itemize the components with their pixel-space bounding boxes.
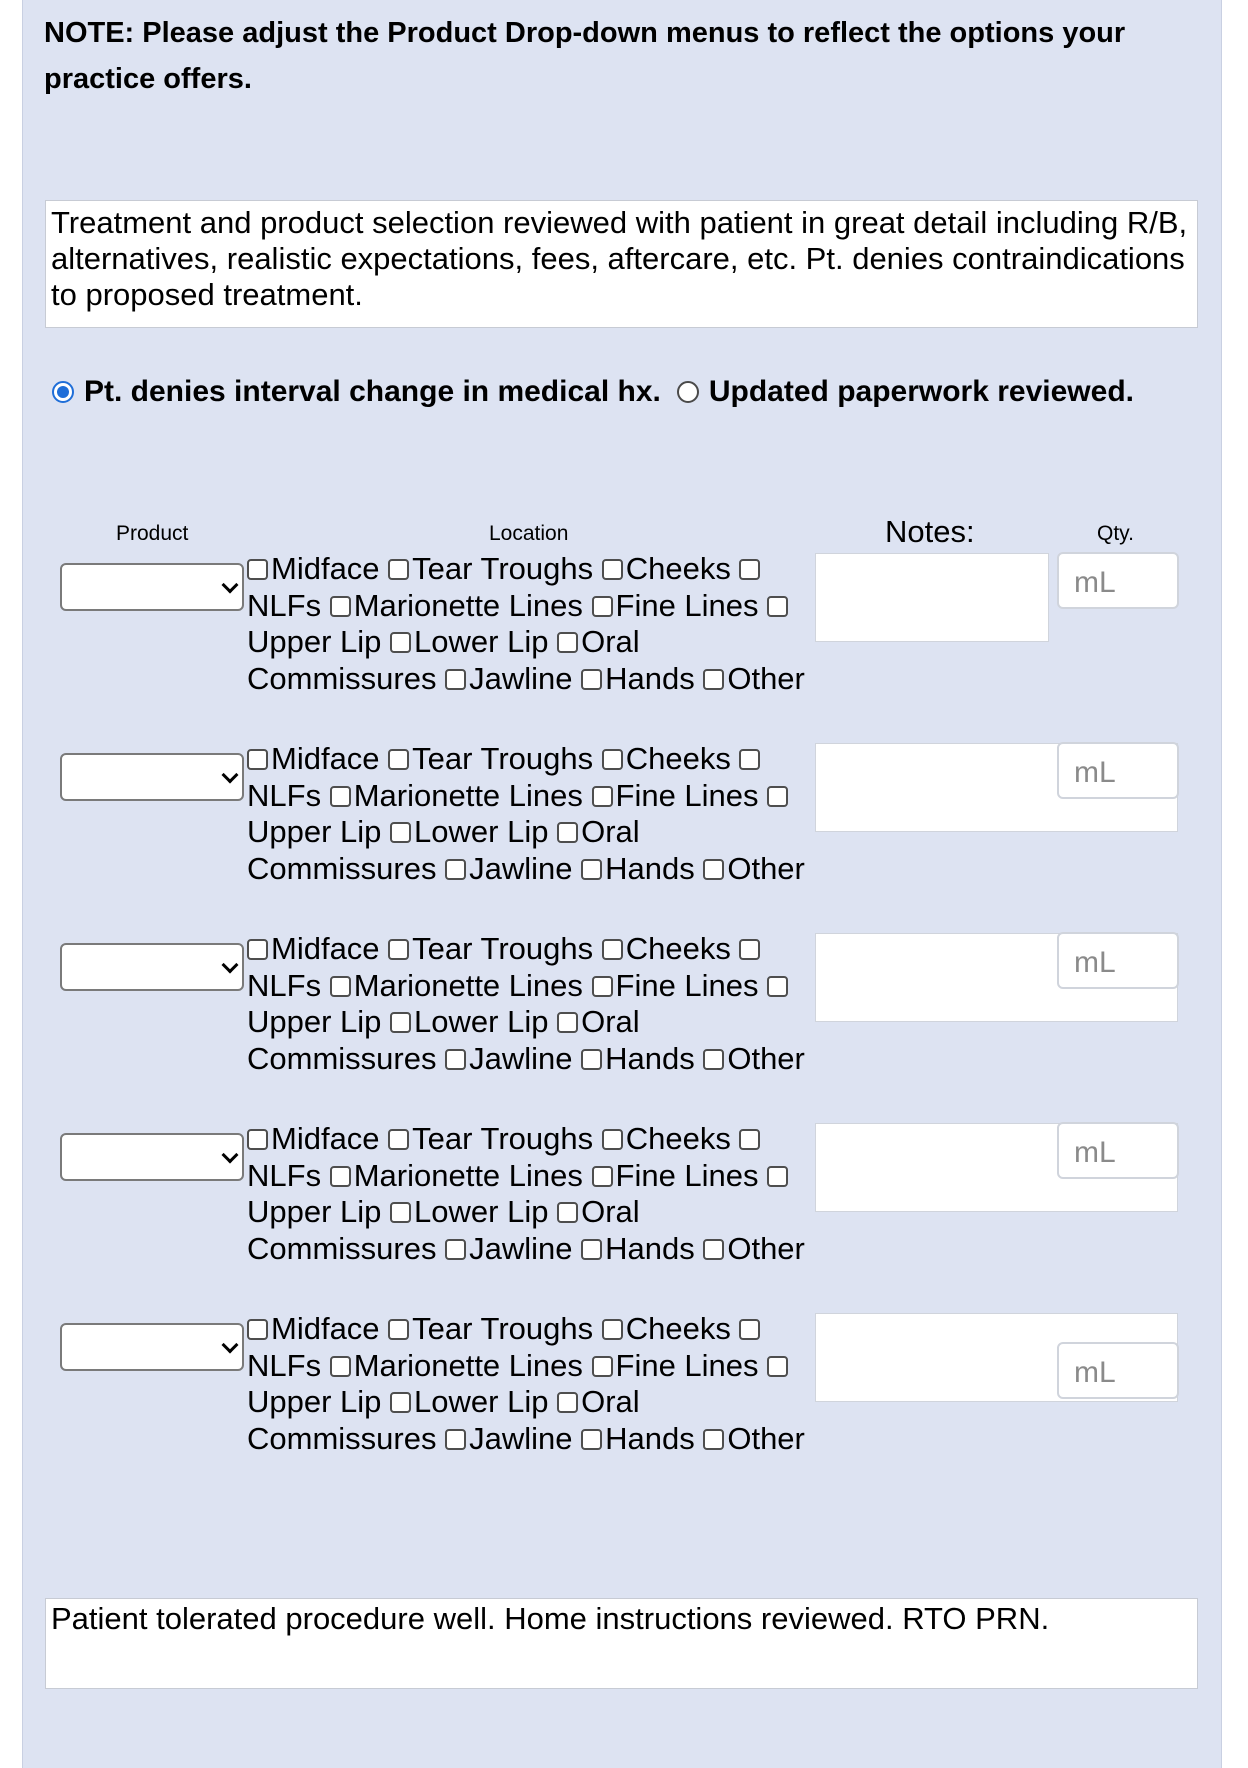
- location-checkbox[interactable]: [703, 1429, 724, 1450]
- location-label: Marionette Lines: [353, 1347, 583, 1383]
- location-label: Other: [727, 1230, 805, 1266]
- location-label: Lower Lip: [414, 1384, 549, 1419]
- location-label: Other: [727, 660, 805, 696]
- location-checkbox[interactable]: [390, 1202, 411, 1223]
- location-label: Oral Commissures: [247, 814, 640, 886]
- location-checkbox[interactable]: [703, 1239, 724, 1260]
- location-checkbox[interactable]: [388, 939, 409, 960]
- location-checkbox[interactable]: [330, 976, 351, 997]
- location-label: Hands: [605, 660, 695, 696]
- product-select[interactable]: [60, 1323, 244, 1371]
- location-checkbox[interactable]: [739, 559, 760, 580]
- qty-input[interactable]: mL: [1057, 1122, 1179, 1179]
- location-checkbox[interactable]: [739, 1319, 760, 1340]
- location-label: Jawline: [469, 1040, 573, 1076]
- location-label: Cheeks: [625, 741, 731, 776]
- location-label: Jawline: [469, 1230, 573, 1266]
- location-checkbox-group: [247, 741, 817, 887]
- location-checkbox[interactable]: [390, 822, 411, 843]
- location-checkbox[interactable]: [557, 1202, 578, 1223]
- location-checkbox[interactable]: [602, 939, 623, 960]
- location-checkbox[interactable]: [247, 749, 268, 770]
- location-checkbox[interactable]: [247, 1129, 268, 1150]
- location-label: Upper Lip: [247, 1384, 382, 1419]
- product-select[interactable]: [60, 563, 244, 611]
- location-label: Lower Lip: [414, 1004, 549, 1039]
- location-checkbox[interactable]: [445, 1239, 466, 1260]
- location-checkbox[interactable]: [767, 1356, 788, 1377]
- radio-updated-paperwork[interactable]: [677, 381, 699, 403]
- location-checkbox-group: [247, 551, 817, 697]
- location-checkbox[interactable]: [390, 1392, 411, 1413]
- qty-input[interactable]: mL: [1057, 1342, 1179, 1399]
- location-label: Midface: [271, 1121, 380, 1156]
- location-checkbox[interactable]: [330, 596, 351, 617]
- location-checkbox[interactable]: [703, 859, 724, 880]
- location-checkbox[interactable]: [767, 976, 788, 997]
- location-label: Midface: [271, 741, 380, 776]
- location-label: Lower Lip: [414, 814, 549, 849]
- location-checkbox[interactable]: [557, 632, 578, 653]
- location-label: Oral Commissures: [247, 1004, 640, 1076]
- location-checkbox[interactable]: [390, 632, 411, 653]
- qty-input[interactable]: mL: [1057, 742, 1179, 799]
- location-label: Upper Lip: [247, 1004, 382, 1039]
- location-checkbox[interactable]: [581, 1429, 602, 1450]
- location-checkbox[interactable]: [602, 1319, 623, 1340]
- location-checkbox[interactable]: [581, 859, 602, 880]
- location-checkbox-group: [247, 1121, 817, 1267]
- location-checkbox[interactable]: [602, 749, 623, 770]
- location-checkbox[interactable]: [592, 596, 613, 617]
- instruction-note: NOTE: Please adjust the Product Drop-down menus to reflect the options your practice offers.: [44, 17, 1126, 95]
- location-checkbox[interactable]: [592, 1356, 613, 1377]
- location-label: Oral Commissures: [247, 624, 640, 696]
- location-checkbox[interactable]: [592, 786, 613, 807]
- location-checkbox[interactable]: [581, 1049, 602, 1070]
- location-label: Upper Lip: [247, 814, 382, 849]
- location-checkbox[interactable]: [767, 1166, 788, 1187]
- location-checkbox[interactable]: [445, 669, 466, 690]
- location-label: Marionette Lines: [353, 1157, 583, 1193]
- location-label: Other: [727, 1040, 805, 1076]
- location-checkbox[interactable]: [388, 1319, 409, 1340]
- location-label: NLFs: [247, 777, 322, 813]
- product-column-header: Product: [116, 522, 189, 545]
- location-label: Tear Troughs: [412, 551, 594, 586]
- location-label: Tear Troughs: [412, 741, 594, 776]
- location-checkbox[interactable]: [592, 976, 613, 997]
- location-label: Hands: [605, 850, 695, 886]
- location-checkbox-group: [247, 1311, 817, 1457]
- location-label: NLFs: [247, 1157, 322, 1193]
- treatment-row: [0, 1311, 1248, 1501]
- location-label: Midface: [271, 551, 380, 586]
- treatment-row: [0, 741, 1248, 931]
- location-label: Cheeks: [625, 1121, 731, 1156]
- location-label: NLFs: [247, 587, 322, 623]
- location-label: Other: [727, 1420, 805, 1456]
- product-select[interactable]: [60, 1133, 244, 1181]
- location-label: Oral Commissures: [247, 1384, 640, 1456]
- radio-no-change-label: Pt. denies interval change in medical hx.: [84, 375, 661, 408]
- qty-column-header: Qty.: [1097, 522, 1134, 545]
- notes-textarea[interactable]: [815, 553, 1049, 642]
- location-checkbox[interactable]: [388, 1129, 409, 1150]
- location-label: Cheeks: [625, 551, 731, 586]
- location-label: Lower Lip: [414, 624, 549, 659]
- location-checkbox[interactable]: [388, 749, 409, 770]
- location-checkbox[interactable]: [388, 559, 409, 580]
- location-label: Tear Troughs: [412, 1121, 594, 1156]
- location-label: NLFs: [247, 967, 322, 1003]
- location-checkbox[interactable]: [739, 749, 760, 770]
- location-checkbox[interactable]: [592, 1166, 613, 1187]
- location-label: Fine Lines: [615, 587, 759, 623]
- product-select[interactable]: [60, 753, 244, 801]
- location-checkbox[interactable]: [330, 1166, 351, 1187]
- chevron-down-icon: [222, 957, 239, 974]
- location-label: Cheeks: [625, 931, 731, 966]
- chevron-down-icon: [222, 1337, 239, 1354]
- medical-history-radio-group: [52, 372, 1134, 412]
- location-label: Fine Lines: [615, 1157, 759, 1193]
- review-textarea[interactable]: Treatment and product selection reviewed with patient in great detail including R/B, alternatives, realistic expectations, fees, aftercare, etc. Pt. denies contraindications to proposed treatment.: [45, 200, 1198, 328]
- location-checkbox[interactable]: [581, 1239, 602, 1260]
- location-label: Hands: [605, 1040, 695, 1076]
- location-checkbox[interactable]: [703, 669, 724, 690]
- radio-no-change[interactable]: [52, 381, 74, 403]
- location-label: Fine Lines: [615, 967, 759, 1003]
- location-checkbox[interactable]: [767, 596, 788, 617]
- location-label: Marionette Lines: [353, 587, 583, 623]
- location-label: Fine Lines: [615, 777, 759, 813]
- location-checkbox[interactable]: [330, 786, 351, 807]
- chevron-down-icon: [222, 577, 239, 594]
- product-select[interactable]: [60, 943, 244, 991]
- location-checkbox[interactable]: [247, 1319, 268, 1340]
- qty-input[interactable]: mL: [1057, 552, 1179, 609]
- location-checkbox[interactable]: [739, 1129, 760, 1150]
- location-label: Midface: [271, 1311, 380, 1346]
- location-column-header: Location: [489, 522, 569, 545]
- location-checkbox[interactable]: [703, 1049, 724, 1070]
- location-checkbox[interactable]: [557, 1392, 578, 1413]
- location-label: Upper Lip: [247, 1194, 382, 1229]
- location-label: Hands: [605, 1230, 695, 1266]
- location-checkbox[interactable]: [557, 822, 578, 843]
- location-label: NLFs: [247, 1347, 322, 1383]
- location-label: Hands: [605, 1420, 695, 1456]
- location-checkbox[interactable]: [557, 1012, 578, 1033]
- location-checkbox[interactable]: [602, 1129, 623, 1150]
- location-label: Lower Lip: [414, 1194, 549, 1229]
- location-checkbox[interactable]: [445, 1429, 466, 1450]
- closing-textarea[interactable]: Patient tolerated procedure well. Home instructions reviewed. RTO PRN.: [45, 1598, 1198, 1689]
- radio-updated-paperwork-label: Updated paperwork reviewed.: [708, 375, 1134, 408]
- chevron-down-icon: [222, 1147, 239, 1164]
- location-checkbox-group: [247, 931, 817, 1077]
- treatment-row: [0, 1121, 1248, 1311]
- location-label: Marionette Lines: [353, 777, 583, 813]
- location-checkbox[interactable]: [602, 559, 623, 580]
- location-checkbox[interactable]: [390, 1012, 411, 1033]
- location-label: Jawline: [469, 1420, 573, 1456]
- location-checkbox[interactable]: [445, 1049, 466, 1070]
- qty-input[interactable]: mL: [1057, 932, 1179, 989]
- location-label: Cheeks: [625, 1311, 731, 1346]
- location-label: Midface: [271, 931, 380, 966]
- location-checkbox[interactable]: [581, 669, 602, 690]
- treatment-row: [0, 551, 1248, 741]
- location-checkbox[interactable]: [247, 939, 268, 960]
- location-checkbox[interactable]: [739, 939, 760, 960]
- location-label: Jawline: [469, 660, 573, 696]
- location-label: Other: [727, 850, 805, 886]
- location-label: Marionette Lines: [353, 967, 583, 1003]
- location-label: Upper Lip: [247, 624, 382, 659]
- location-checkbox[interactable]: [767, 786, 788, 807]
- location-label: Tear Troughs: [412, 931, 594, 966]
- location-label: Tear Troughs: [412, 1311, 594, 1346]
- treatment-row: [0, 931, 1248, 1121]
- location-label: Oral Commissures: [247, 1194, 640, 1266]
- location-checkbox[interactable]: [445, 859, 466, 880]
- location-checkbox[interactable]: [330, 1356, 351, 1377]
- location-label: Jawline: [469, 850, 573, 886]
- notes-column-header: Notes:: [885, 514, 975, 549]
- chevron-down-icon: [222, 767, 239, 784]
- location-checkbox[interactable]: [247, 559, 268, 580]
- location-label: Fine Lines: [615, 1347, 759, 1383]
